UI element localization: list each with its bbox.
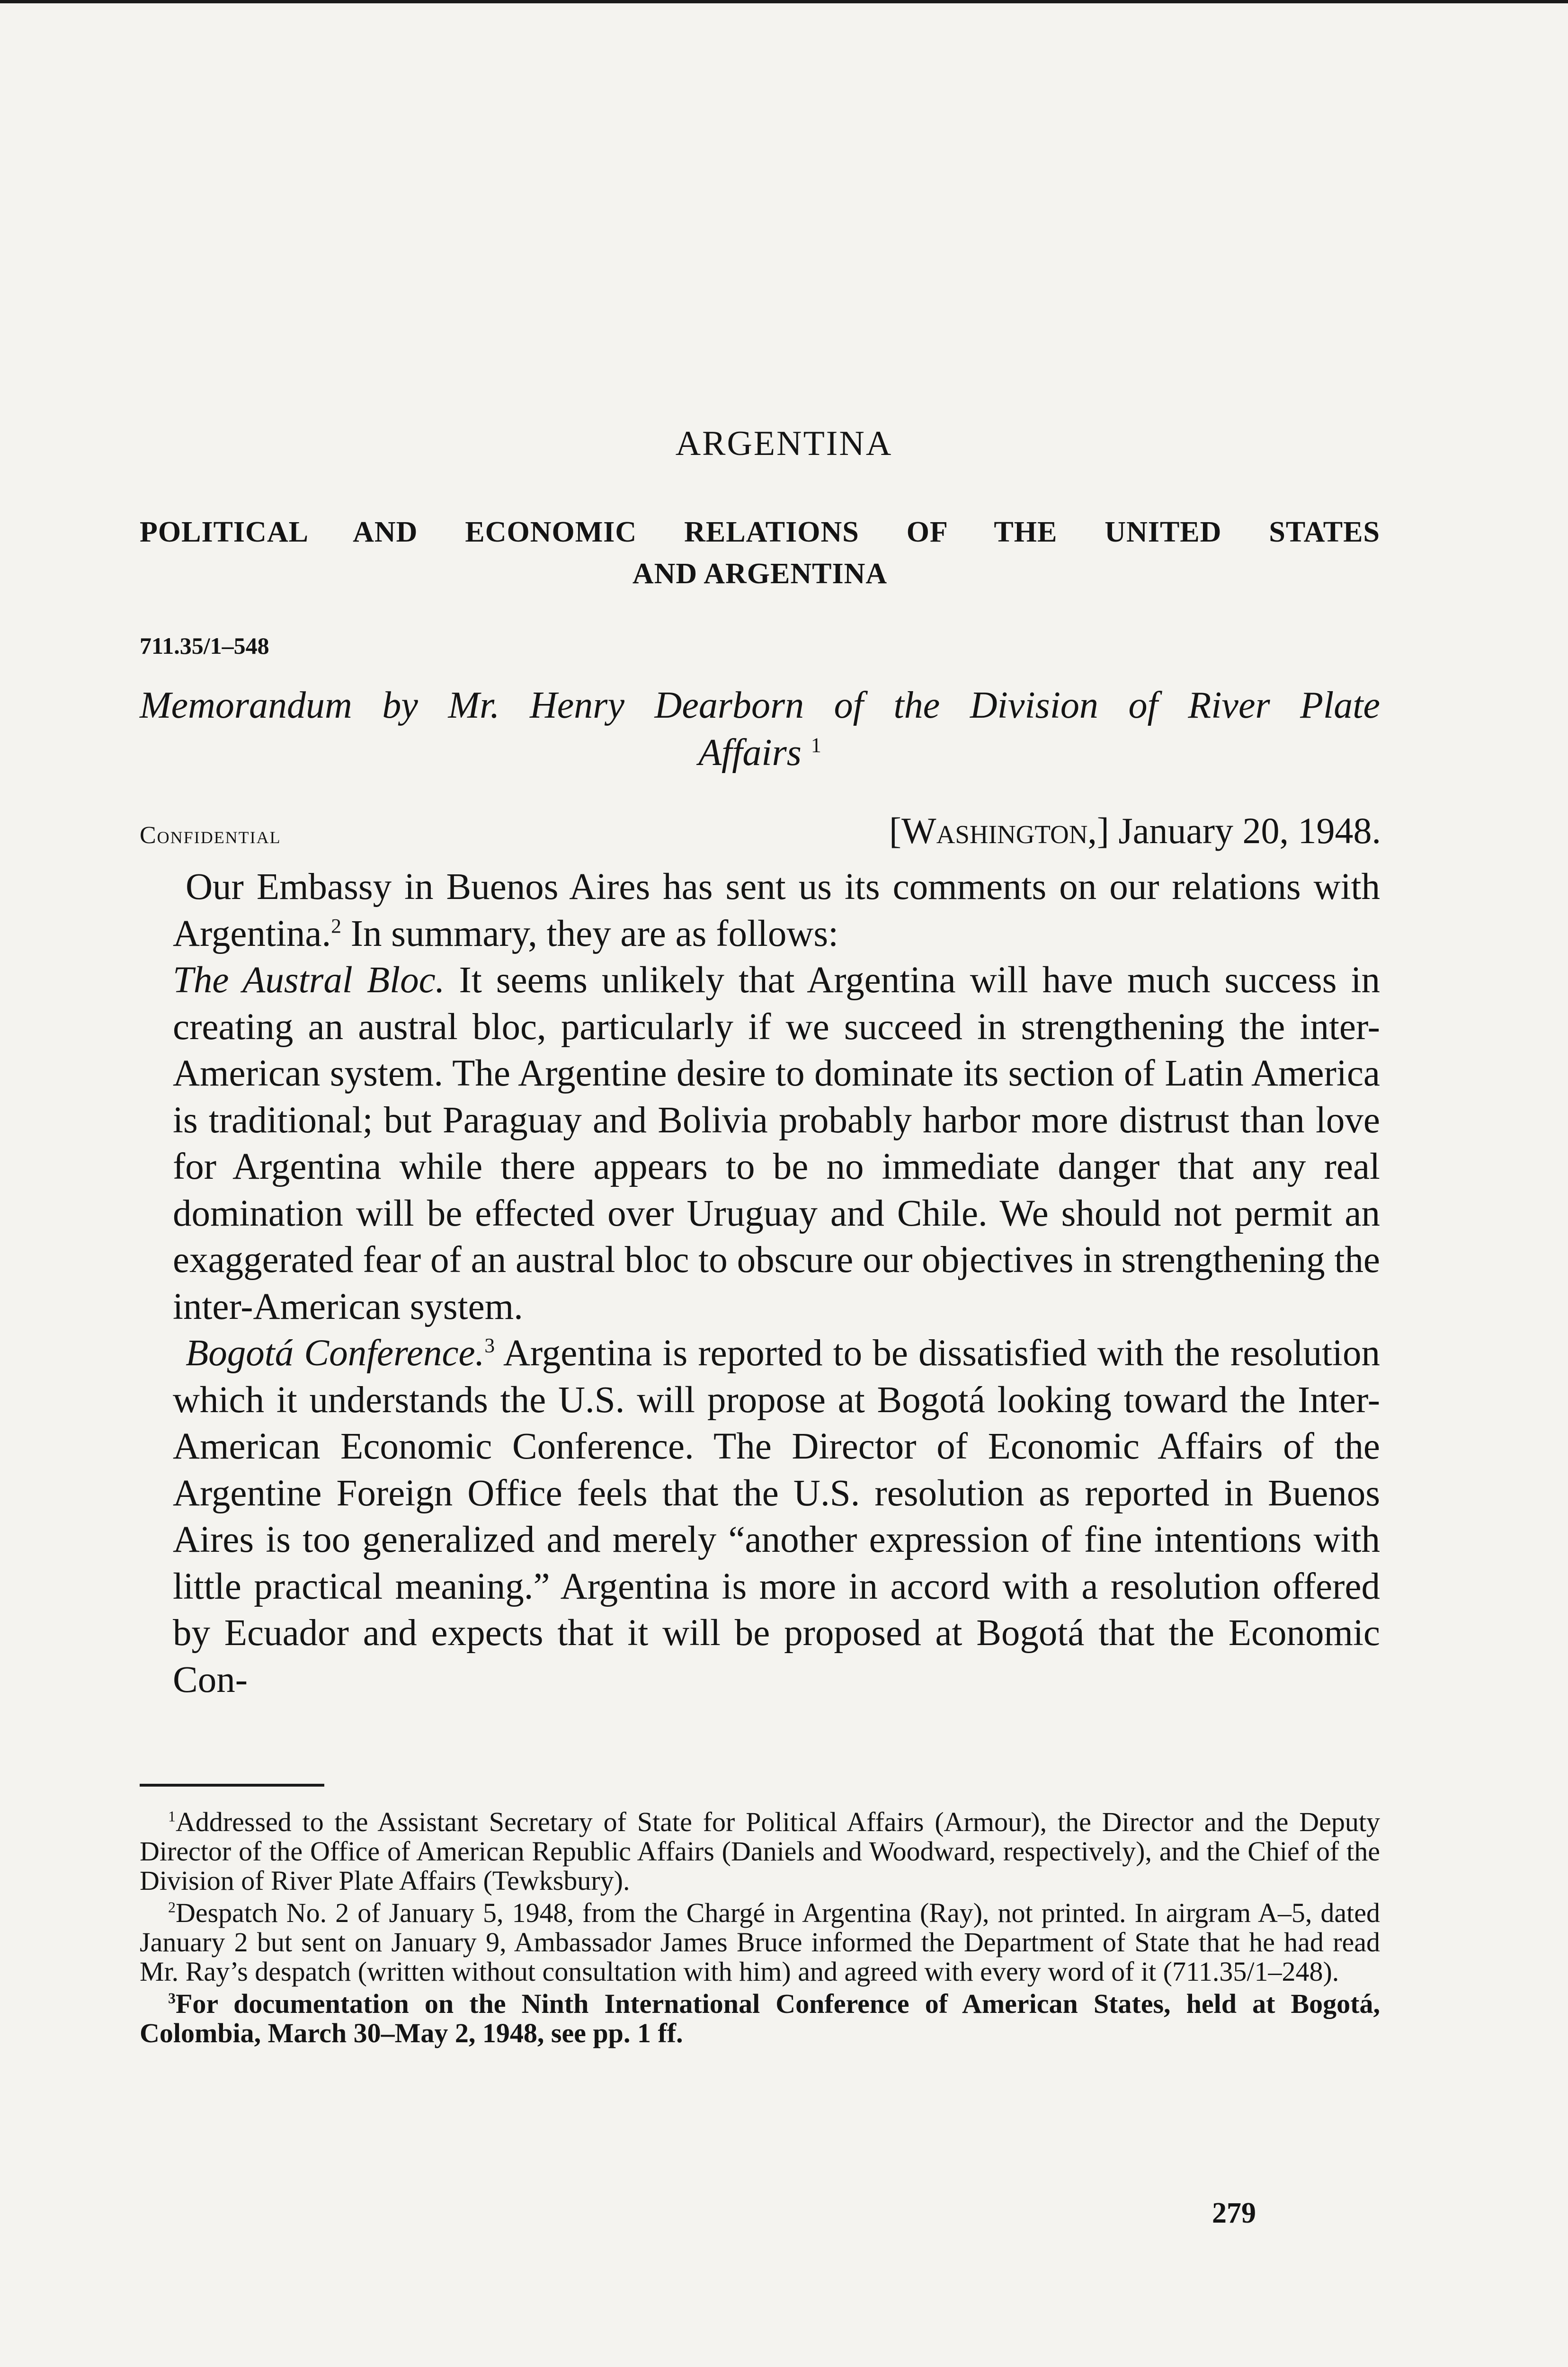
section-heading-line-2: AND ARGENTINA (632, 558, 888, 590)
footnote-ref: 2 (331, 915, 341, 938)
footnote-number: 3 (168, 1990, 176, 2007)
footnote-text: Addressed to the Assistant Secretary of State for Political Affairs (Armour), the Director and the Deputy Director of the Office of American Republic Affairs (Daniels and Woodward, respectively), and the Chief of the Division of River Plate Affairs (Tewksbury). (140, 1806, 1380, 1896)
dateline (889, 810, 1381, 852)
footnote-ref: 1 (811, 733, 821, 757)
body-paragraph-2 (173, 957, 1380, 1330)
memo-title (140, 682, 1380, 776)
footnotes (140, 1807, 1380, 2051)
footnote-text: For documentation on the Ninth International Conference of American States, held at Bogotá, Colombia, March 30–May 2, 1948, see pp. 1 ff. (140, 1988, 1380, 2048)
country-heading: ARGENTINA (675, 424, 893, 463)
paragraph-text: Our Embassy in Buenos Aires has sent us its comments on our relations with Argentina. (173, 866, 1380, 954)
paragraph-heading: The Austral Bloc. (173, 960, 445, 1001)
page-number: 279 (1212, 2197, 1256, 2229)
paragraph-text: In summary, they are as follows: (341, 913, 839, 954)
paragraph-text: It seems unlikely that Argentina will have much success in creating an austral bloc, particularly if we succeed in strengthening the inter-American system. The Argentine desire to dominate its section of Latin America is traditional; but Paraguay and Bolivia probably harbor more distrust than love for Argentina while there appears to be no immediate danger that any real domination will be effected over Uruguay and Chile. We should not permit an exaggerated fear of an austral bloc to obscure our objectives in strengthening the inter-American system. (173, 960, 1381, 1327)
dateline-place: [Washington,] (889, 810, 1109, 851)
footnote-number: 1 (168, 1808, 176, 1825)
body-paragraph-3 (173, 1330, 1380, 1703)
paragraph-text: Argentina is reported to be dissatisfied with the resolution which it understands the U.S. will propose at Bogotá looking toward the Inter-American Economic Conference. The Director of Economic Affairs of the Argentine Foreign Office feels that the U.S. resolution as reported in Buenos Aires is too generalized and merely “another expression of fine intentions with little practical meaning.” Argentina is more in accord with a resolution offered by Ecuador and expects that it will be proposed at Bogotá that the Economic Con- (173, 1333, 1380, 1700)
memo-title-line-1: Memorandum by Mr. Henry Dearborn of the Division of River Plate (140, 685, 1380, 726)
top-border-rule (0, 0, 1568, 3)
footnote-2 (140, 1898, 1380, 1986)
dateline-date: January 20, 1948. (1118, 810, 1381, 851)
memo-title-line-2 (140, 729, 1380, 776)
footnote-3 (140, 1989, 1380, 2048)
section-heading-line-1: POLITICAL AND ECONOMIC RELATIONS OF THE UNITED STATES (140, 516, 1380, 548)
section-heading (140, 511, 1380, 595)
footnote-1 (140, 1807, 1380, 1895)
footnote-separator (140, 1784, 324, 1787)
classification-label: Confidential (140, 822, 281, 849)
footnote-number: 2 (168, 1899, 176, 1916)
memo-title-line-2-text: Affairs (698, 732, 802, 774)
footnote-ref: 3 (484, 1334, 495, 1357)
paragraph-heading: Bogotá Conference. (186, 1333, 485, 1374)
body-paragraph-1 (173, 864, 1380, 957)
file-number: 711.35/1–548 (140, 632, 269, 659)
footnote-text: Despatch No. 2 of January 5, 1948, from the Chargé in Argentina (Ray), not printed. In airgram A–5, dated January 2 but sent on January 9, Ambassador James Bruce informed the Department of State that he had read Mr. Ray’s despatch (written without consultation with him) and agreed with every word of it (711.35/1–248). (140, 1897, 1380, 1987)
memo-body (173, 864, 1380, 1703)
